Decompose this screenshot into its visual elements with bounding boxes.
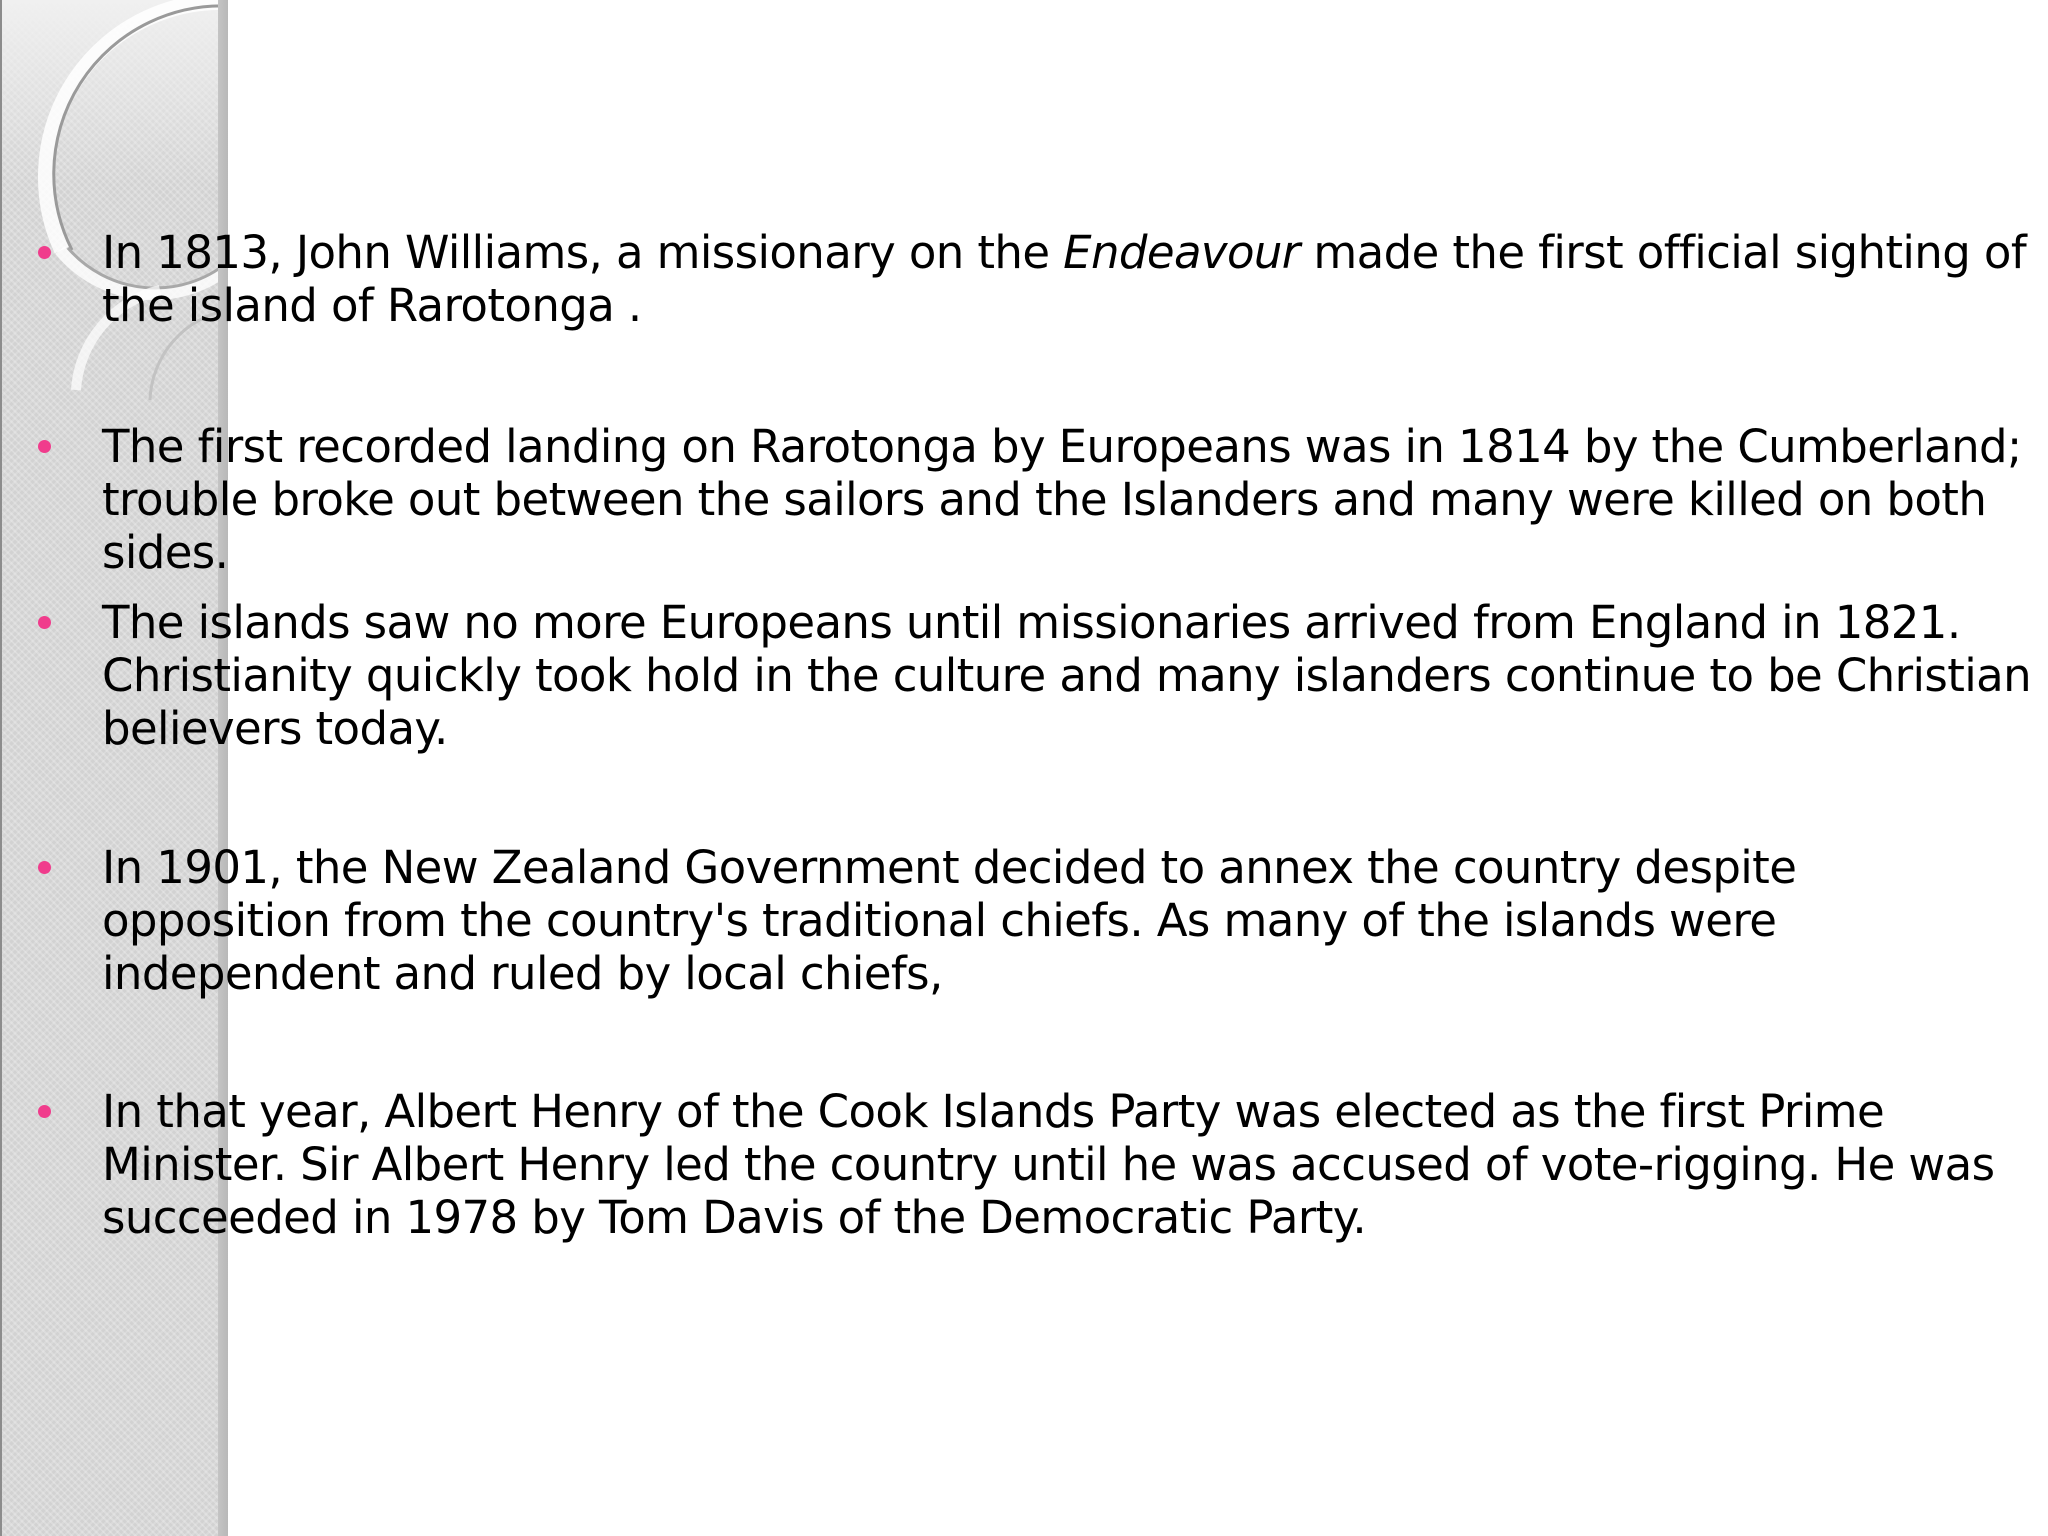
bullet-dot-icon	[38, 1105, 51, 1118]
bullet-dot-icon	[38, 440, 51, 453]
bullet-text: In 1901, the New Zealand Government decided to annex the country despite opposition from the country's traditional chiefs. As many of the islands were independent and ruled by local chiefs,	[102, 841, 1797, 1000]
bullet-text: In 1813, John Williams, a missionary on the Endeavour made the first official sighting of the island of Rarotonga .	[102, 226, 2027, 332]
ship-name: Endeavour	[1063, 226, 1300, 279]
bullet-dot-icon	[38, 861, 51, 874]
bullet-text: In that year, Albert Henry of the Cook Islands Party was elected as the first Prime Minister. Sir Albert Henry led the country until he was accused of vote-rigging. He was succeeded in 1978 by Tom Davis of the Democratic Party.	[102, 1085, 1995, 1244]
bullet-dot-icon	[38, 246, 51, 259]
bullet-text: The islands saw no more Europeans until missionaries arrived from England in 1821. Christianity quickly took hold in the culture and many islanders continue to be Christian believers today.	[102, 596, 2032, 755]
bullet-dot-icon	[38, 616, 51, 629]
bullet-text: The first recorded landing on Rarotonga by Europeans was in 1814 by the Cumberland; trouble broke out between the sailors and the Islanders and many were killed on both sides.	[102, 420, 2022, 579]
